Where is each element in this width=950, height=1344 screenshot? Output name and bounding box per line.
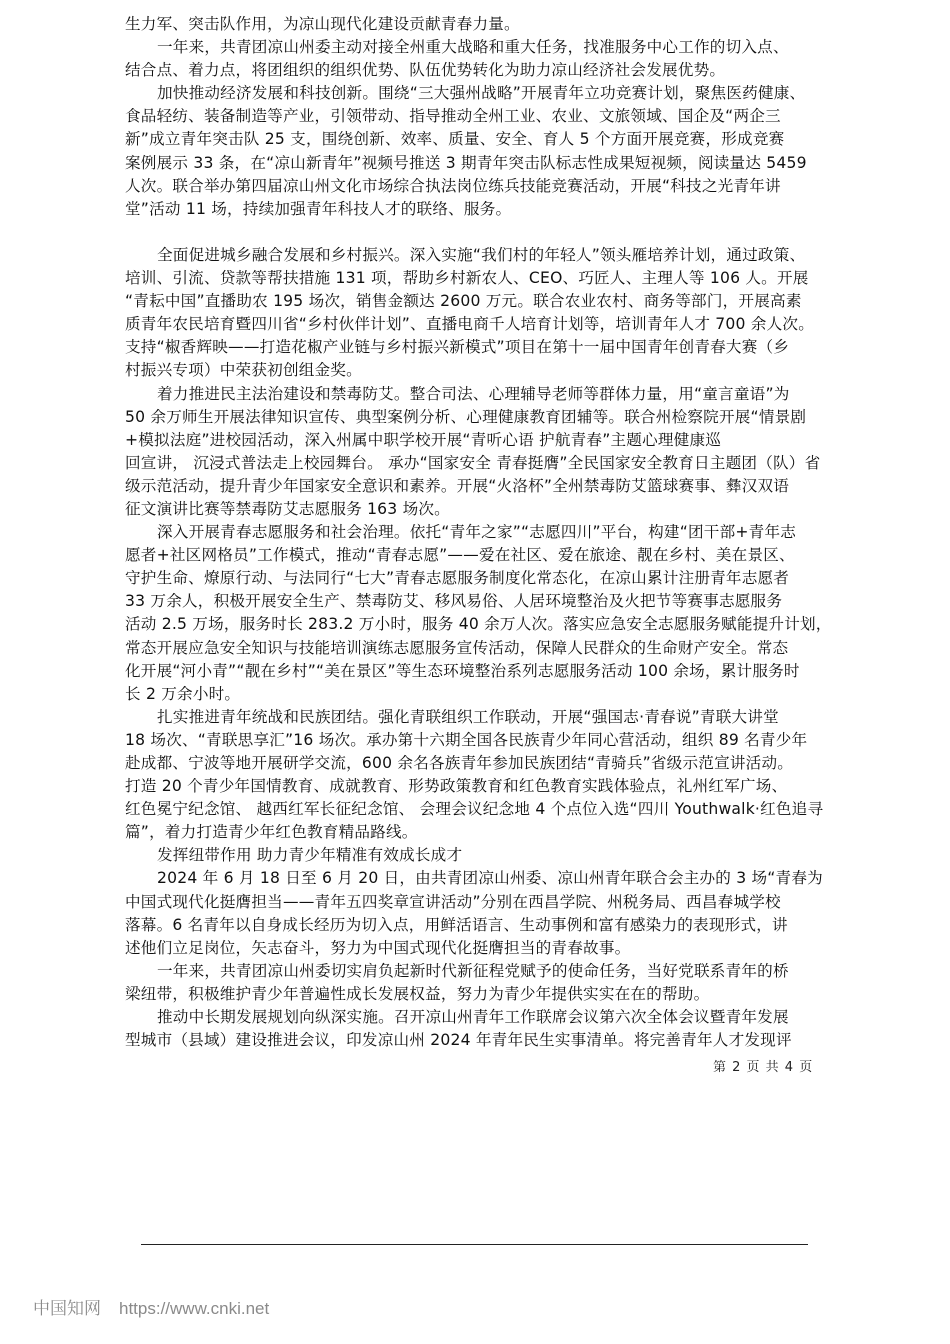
text-line: 加快推动经济发展和科技创新。围绕“三大强州战略”开展青年立功竞赛计划，聚焦医药健康、 (157, 84, 806, 103)
text-line: 中国式现代化挺膺担当——青年五四奖章宣讲活动”分别在西昌学院、州税务局、西昌春城学校 (125, 892, 781, 911)
text-line: 结合点、着力点，将团组织的组织优势、队伍优势转化为助力凉山经济社会发展优势。 (125, 61, 726, 80)
text-line: 常态开展应急安全知识与技能培训演练志愿服务宣传活动，保障人民群众的生命财产安全。常态 (125, 638, 789, 657)
text-line: 2024 年 6 月 18 日至 6 月 20 日，由共青团凉山州委、凉山州青年联合会主办的 3 场“青春为 (157, 869, 823, 888)
text-line: 愿者+社区网格员”工作模式，推动“青春志愿”——爱在社区、爱在旅途、靓在乡村、美在景区、 (125, 546, 795, 565)
text-line: 新”成立青年突击队 25 支，围绕创新、效率、质量、安全、育人 5 个方面开展竞赛，形成竞赛 (125, 130, 785, 149)
text-line: 赴成都、宁波等地开展研学交流，600 余名各族青年参加民族团结“青骑兵”省级示范宣讲活动。 (125, 754, 794, 772)
text-line: 回宣讲， 沉浸式普法走上校园舞台。 承办“国家安全 青春挺膺”全民国家安全教育日主题团（队）省 (125, 453, 821, 472)
text-line: 食品轻纺、装备制造等产业，引领带动、指导推动全州工业、农业、文旅领域、国企及“两企三 (125, 107, 781, 126)
text-line: 扎实推进青年统战和民族团结。强化青联组织工作联动，开展“强国志·青春说”青联大讲堂 (157, 707, 779, 726)
footer-divider (141, 1244, 808, 1245)
blank-line (125, 221, 840, 244)
text-line: 一年来，共青团凉山州委切实肩负起新时代新征程党赋予的使命任务，当好党联系青年的桥 (157, 961, 789, 980)
watermark-name: 中国知网 (33, 1299, 101, 1318)
text-line: 人次。联合举办第四届凉山州文化市场综合执法岗位练兵技能竞赛活动，开展“科技之光青年讲 (125, 176, 781, 195)
text-line: 化开展“河小青”“靓在乡村”“美在景区”等生态环境整治系列志愿服务活动 100 余场，累计服务时 (125, 661, 800, 680)
text-line: 长 2 万余小时。 (125, 684, 241, 703)
text-line: 型城市（县域）建设推进会议，印发凉山州 2024 年青年民生实事清单。将完善青年人才发现评 (125, 1031, 792, 1050)
text-line: 18 场次、“青联思享汇”16 场次。承办第十六期全国各民族青少年同心营活动，组织 89 名青少年 (125, 730, 808, 749)
text-line: 述他们立足岗位，矢志奋斗，努力为中国式现代化挺膺担当的青春故事。 (125, 938, 631, 957)
text-line: 打造 20 个青少年国情教育、成就教育、形势政策教育和红色教育实践体验点，礼州红军广场、 (125, 777, 788, 796)
text-line: 着力推进民主法治建设和禁毒防艾。整合司法、心理辅导老师等群体力量，用“童言童语”为 (157, 384, 790, 403)
text-line: 50 余万师生开展法律知识宣传、典型案例分析、心理健康教育团辅等。联合州检察院开展“情景剧 (125, 407, 807, 426)
text-line: 生力军、突击队作用，为凉山现代化建设贡献青春力量。 (125, 15, 520, 33)
text-line: +模拟法庭”进校园活动，深入州属中职学校开展“青听心语 护航青春”主题心理健康巡 (125, 430, 722, 449)
page-number: 第 2 页 共 4 页 (713, 1060, 814, 1075)
text-line: 培训、引流、贷款等帮扶措施 131 项，帮助乡村新农人、CEO、巧匠人、主理人等 106 人。开展 (125, 269, 809, 288)
text-line: 发挥纽带作用 助力青少年精准有效成长成才 (157, 846, 463, 865)
text-line: 质青年农民培育暨四川省“乡村伙伴计划”、直播电商千人培育计划等，培训青年人才 700 余人次。 (125, 315, 814, 334)
watermark-url: https://www.cnki.net (119, 1299, 270, 1318)
text-line: 33 万余人，积极开展安全生产、禁毒防艾、移风易俗、人居环境整治及火把节等赛事志愿服务 (125, 592, 783, 611)
text-line: 支持“椒香辉映——打造花椒产业链与乡村振兴新模式”项目在第十一届中国青年创青春大赛（乡 (125, 338, 790, 357)
text-line: 深入开展青春志愿服务和社会治理。依托“青年之家”“志愿四川”平台，构建“团干部+青年志 (157, 523, 797, 542)
text-line: 梁纽带，积极维护青少年普遍性成长发展权益，努力为青少年提供实实在在的帮助。 (125, 984, 710, 1003)
text-line: 级示范活动，提升青少年国家安全意识和素养。开展“火洛杯”全州禁毒防艾篮球赛事、彝汉双语 (125, 476, 790, 495)
text-line: 篇”，着力打造青少年红色教育精品路线。 (125, 823, 418, 842)
cnki-watermark (33, 1294, 269, 1319)
document-body (125, 13, 840, 1052)
text-line: “青耘中国”直播助农 195 场次，销售金额达 2600 万元。联合农业农村、商务等部门，开展高素 (125, 292, 802, 311)
text-line: 守护生命、燎原行动、与法同行“七大”青春志愿服务制度化常态化，在凉山累计注册青年志愿者 (125, 569, 790, 588)
text-line: 案例展示 33 条，在“凉山新青年”视频号推送 3 期青年突击队标志性成果短视频，阅读量达 5459 (125, 153, 807, 172)
text-line: 全面促进城乡融合发展和乡村振兴。深入实施“我们村的年轻人”领头雁培养计划，通过政策、 (157, 245, 806, 264)
text-line: 征文演讲比赛等禁毒防艾志愿服务 163 场次。 (125, 499, 450, 518)
text-line: 一年来，共青团凉山州委主动对接全州重大战略和重大任务，找准服务中心工作的切入点、 (157, 38, 789, 57)
text-line: 红色冕宁纪念馆、 越西红军长征纪念馆、 会理会议纪念地 4 个点位入选“四川 Youthwalk·红色追寻 (125, 800, 824, 819)
text-line: 落幕。6 名青年以自身成长经历为切入点，用鲜活语言、生动事例和富有感染力的表现形式，讲 (125, 915, 788, 934)
text-line: 堂”活动 11 场，持续加强青年科技人才的联络、服务。 (125, 199, 512, 218)
text-line: 推动中长期发展规划向纵深实施。召开凉山州青年工作联席会议第六次全体会议暨青年发展 (157, 1008, 789, 1027)
text-line: 村振兴专项）中荣获初创组金奖。 (125, 361, 362, 380)
text-line: 活动 2.5 万场，服务时长 283.2 万小时，服务 40 余万人次。落实应急安全志愿服务赋能提升计划， (125, 615, 832, 634)
